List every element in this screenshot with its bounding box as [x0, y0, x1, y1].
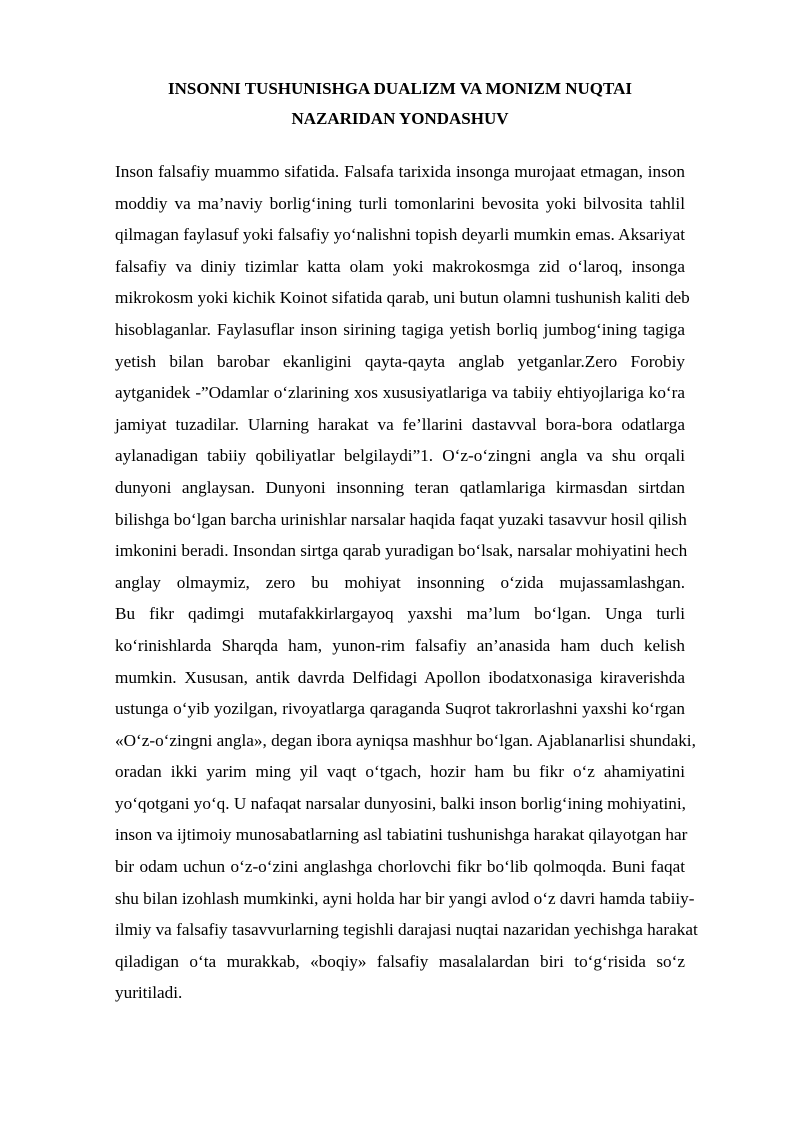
body-paragraph [115, 156, 698, 1009]
text-line: jamiyat tuzadilar. Ularning harakat va fe’llarini dastavval bora-bora odatlarga [115, 414, 685, 434]
text-line: mumkin. Xususan, antik davrda Delfidagi Apollon ibodatxonasiga kiraverishda [115, 667, 685, 687]
text-line: qilmagan faylasuf yoki falsafiy yo‘nalishni topish deyarli mumkin emas. Aksariyat [115, 225, 685, 245]
text-line: ko‘rinishlarda Sharqda ham, yunon-rim falsafiy an’anasida ham duch kelish [115, 635, 685, 655]
text-line: bilishga bo‘lgan barcha urinishlar narsalar haqida faqat yuzaki tasavvur hosil qilish [115, 509, 687, 529]
text-line: anglay olmaymiz, zero bu mohiyat insonning o‘zida mujassamlashgan. [115, 572, 685, 592]
text-line: aytganidek -”Odamlar o‘zlarining xos xususiyatlariga va tabiiy ehtiyojlariga ko‘ra [115, 383, 685, 403]
title-line: NAZARIDAN YONDASHUV [291, 109, 509, 128]
text-line: Inson falsafiy muammo sifatida. Falsafa tarixida insonga murojaat etmagan, inson [115, 162, 685, 181]
text-line: bir odam uchun o‘z-o‘zini anglashga chorlovchi fikr bo‘lib qolmoqda. Buni faqat [115, 857, 685, 877]
text-line: inson va ijtimoiy munosabatlarning asl tabiatini tushunishga harakat qilayotgan har [115, 825, 688, 845]
text-line: Bu fikr qadimgi mutafakkirlargayoq yaxshi ma’lum bo‘lgan. Unga turli [115, 604, 685, 624]
text-line: yetish bilan barobar ekanligini qayta-qayta anglab yetganlar.Zero Forobiy [115, 351, 685, 371]
text-line: ilmiy va falsafiy tasavvurlarning tegishli darajasi nuqtai nazaridan yechishga harakat [115, 920, 698, 940]
text-line: ustunga o‘yib yozilgan, rivoyatlarga qaraganda Suqrot takrorlashni yaxshi ko‘rgan [115, 699, 685, 719]
text-line: «O‘z-o‘zingni angla», degan ibora ayniqsa mashhur bo‘lgan. Ajablanarlisi shundaki, [115, 730, 696, 750]
text-line: yuritiladi. [115, 983, 183, 1003]
text-line: imkonini beradi. Insondan sirtga qarab yuradigan bo‘lsak, narsalar mohiyatini hech [115, 541, 688, 561]
text-line: moddiy va ma’naviy borlig‘ining turli tomonlarini bevosita yoki bilvosita tahlil [115, 193, 685, 213]
text-line: dunyoni anglaysan. Dunyoni insonning teran qatlamlariga kirmasdan sirtdan [115, 477, 685, 497]
text-line: shu bilan izohlash mumkinki, ayni holda har bir yangi avlod o‘z davri hamda tabiiy- [115, 888, 695, 908]
document-title [115, 74, 685, 134]
text-line: qiladigan o‘ta murakkab, «boqiy» falsafiy masalalardan biri to‘g‘risida so‘z [115, 951, 685, 971]
text-line: yo‘qotgani yo‘q. U nafaqat narsalar dunyosini, balki inson borlig‘ining mohiyatini, [115, 793, 686, 813]
text-line: oradan ikki yarim ming yil vaqt o‘tgach, hozir ham bu fikr o‘z ahamiyatini [115, 762, 685, 782]
text-line: aylanadigan tabiiy qobiliyatlar belgilaydi”1. O‘z-o‘zingni angla va shu orqali [115, 446, 685, 466]
title-line: INSONNI TUSHUNISHGA DUALIZM VA MONIZM NUQTAI [168, 79, 632, 98]
text-line: mikrokosm yoki kichik Koinot sifatida qarab, uni butun olamni tushunish kaliti deb [115, 288, 690, 308]
text-line: falsafiy va diniy tizimlar katta olam yoki makrokosmga zid o‘laroq, insonga [115, 256, 685, 276]
text-line: hisoblaganlar. Faylasuflar inson sirining tagiga yetish borliq jumbog‘ining tagiga [115, 319, 685, 339]
